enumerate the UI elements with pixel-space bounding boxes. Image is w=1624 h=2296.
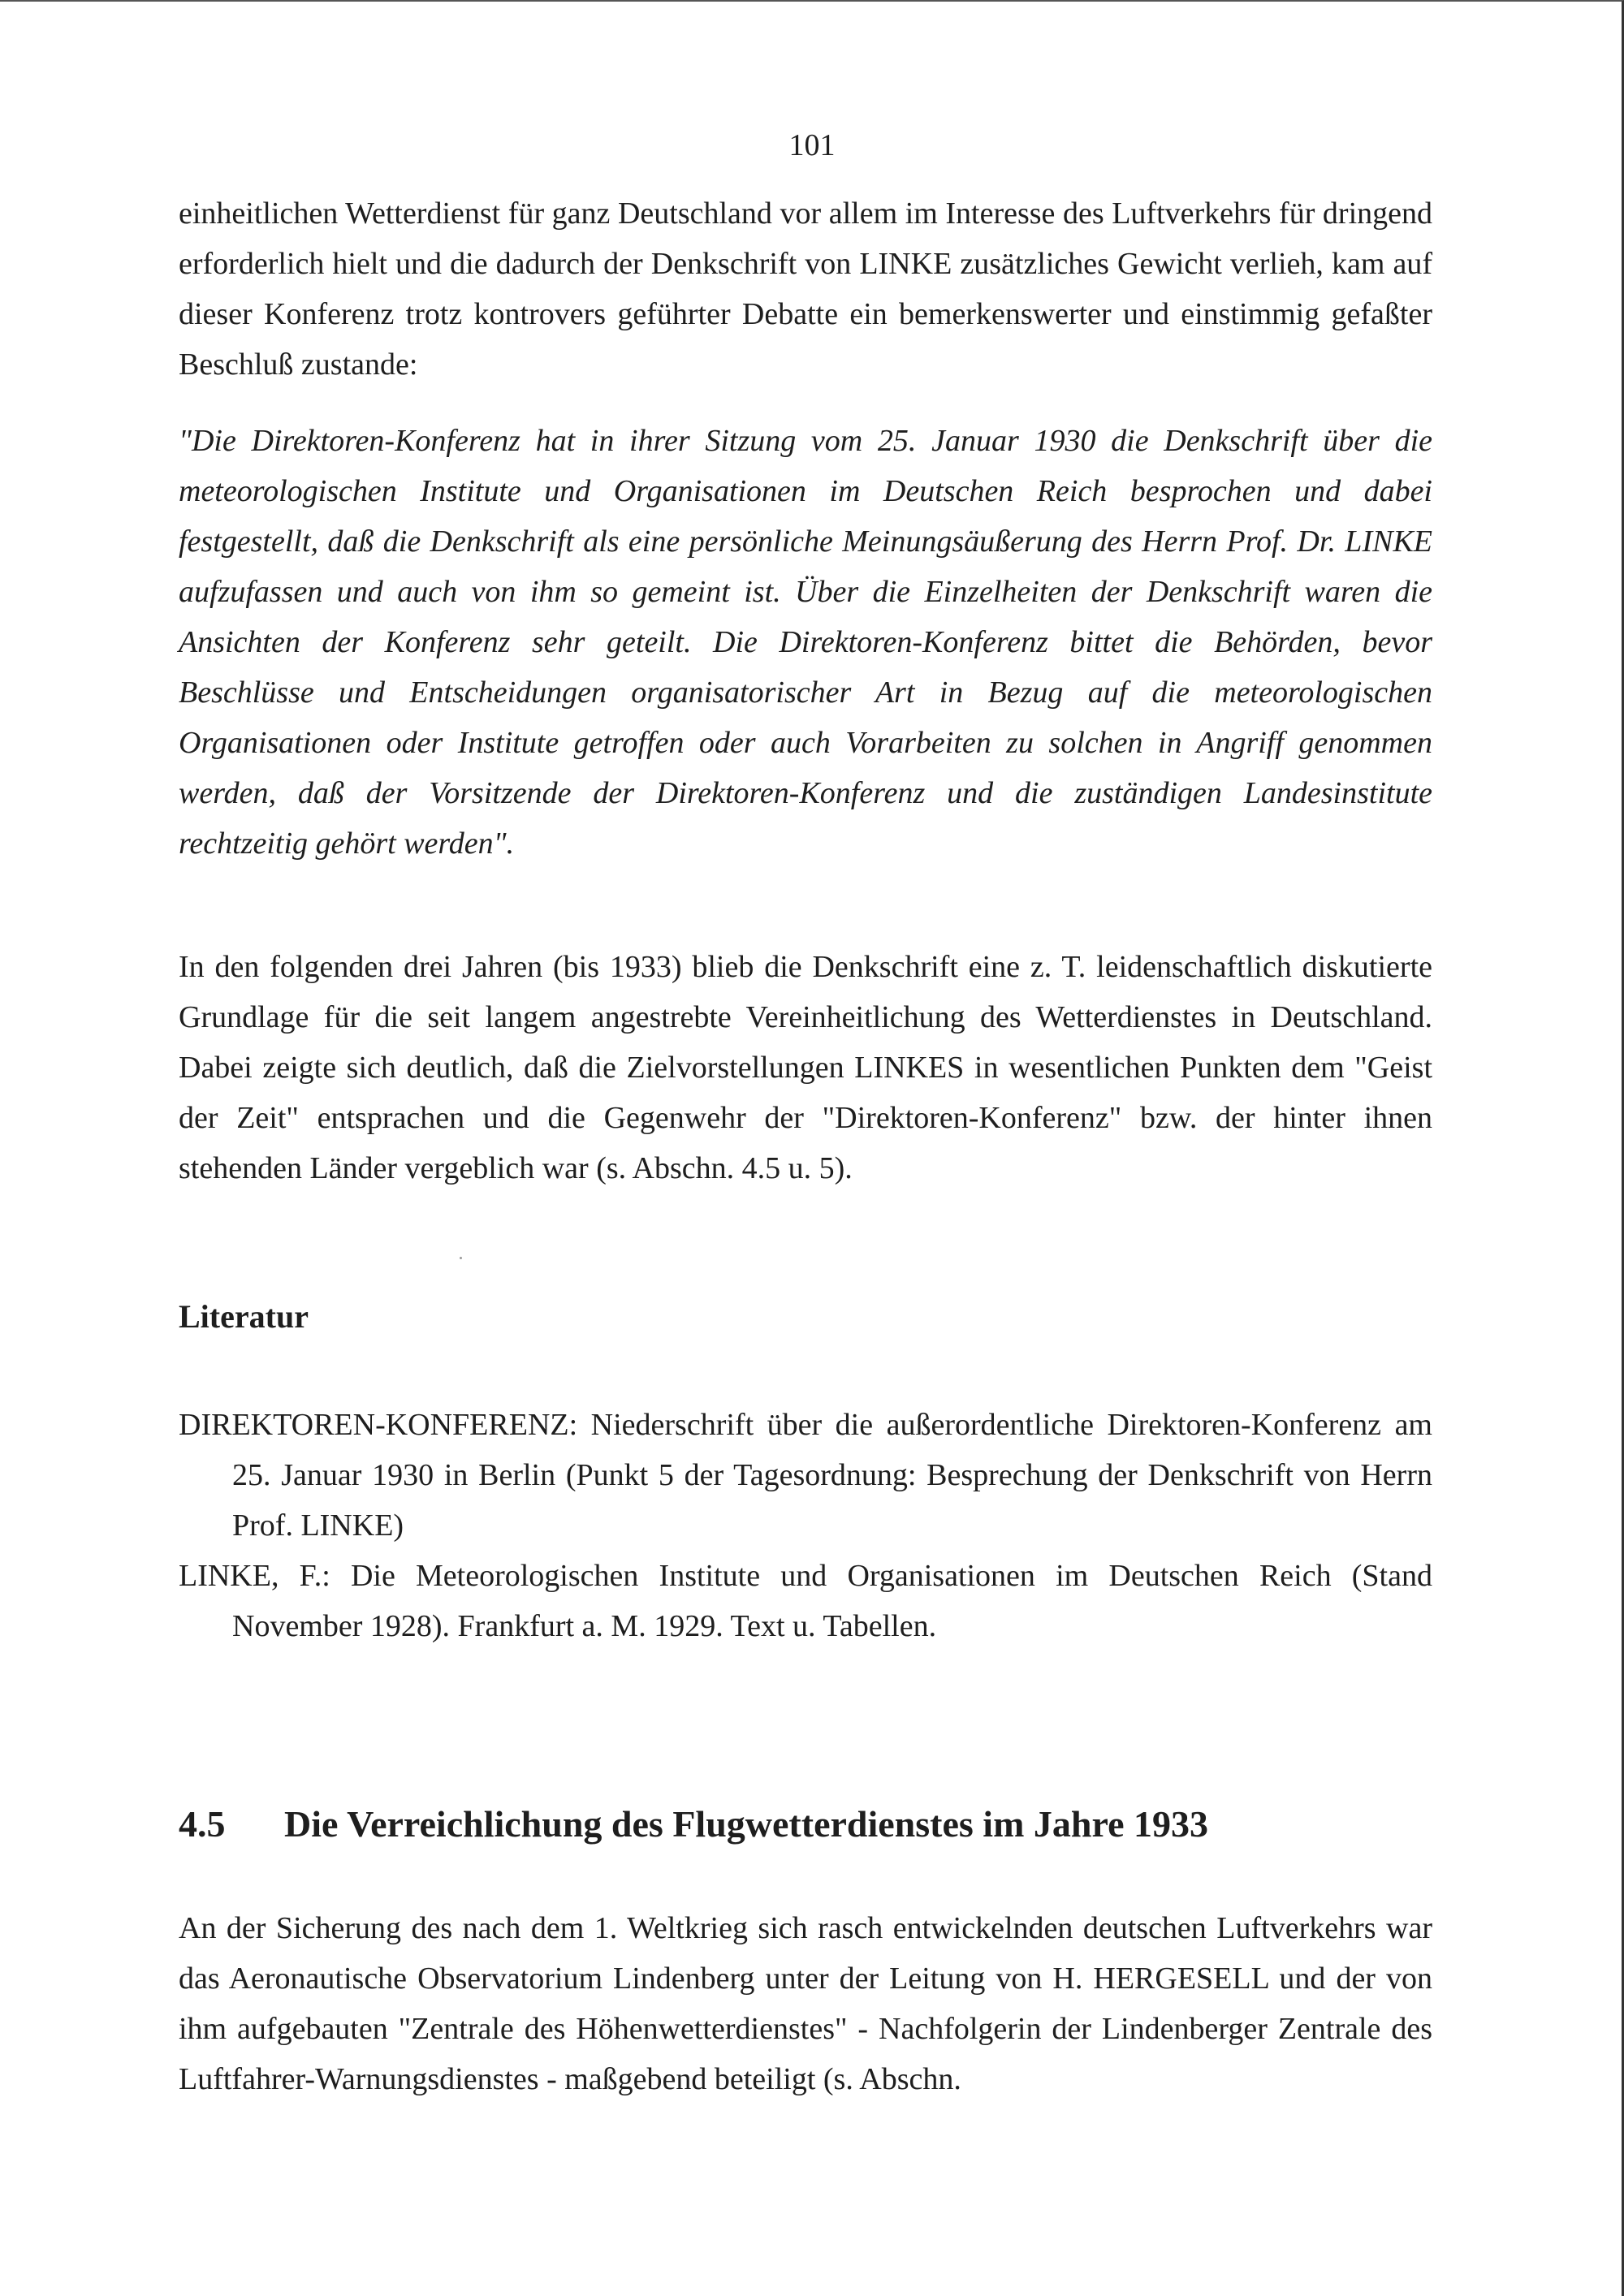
reference-item: LINKE, F.: Die Meteorologischen Institute und Organisationen im Deutschen Reich (Stand November 1928). Frankfurt a. M. 1929. Text u. Tabellen. <box>179 1559 1432 1643</box>
paragraph-section-intro: An der Sicherung des nach dem 1. Weltkrieg sich rasch entwickelnden deutschen Luftverkehrs war das Aeronautische Observatorium Lindenberg unter der Leitung von H. HERGESELL und der von ihm aufgebauten "Zentrale des Höhenwetterdienstes" - Nachfolgerin der Lindenberger Zentrale des Luftfahrer-Warnungsdienstes - maßgebend beteiligt (s. Abschn. <box>179 1911 1432 2096</box>
reference-list <box>179 1400 1432 1651</box>
literature-heading: Literatur <box>179 1298 309 1335</box>
reference-item: DIREKTOREN-KONFERENZ: Niederschrift über die außerordentliche Direktoren-Konferenz am 25. Januar 1930 in Berlin (Punkt 5 der Tagesordnung: Besprechung der Denkschrift von Herrn Prof. LINKE) <box>179 1408 1432 1543</box>
page-number: 101 <box>788 128 836 162</box>
section-number: 4.5 <box>179 1803 226 1845</box>
section-title: Die Verreichlichung des Flugwetterdienstes im Jahre 1933 <box>284 1803 1208 1845</box>
paragraph-followup: In den folgenden drei Jahren (bis 1933) blieb die Denkschrift eine z. T. leidenschaftlich diskutierte Grundlage für die seit langem angestrebte Vereinheitlichung des Wetterdienstes in Deutschland. Dabei zeigte sich deutlich, daß die Zielvorstellungen LINKES in wesentlichen Punkten dem "Geist der Zeit" entsprachen und die Gegenwehr der "Direktoren-Konferenz" bzw. der hinter ihnen stehenden Länder vergeblich war (s. Abschn. 4.5 u. 5). <box>179 950 1432 1185</box>
section-heading <box>179 1796 1432 1853</box>
quoted-resolution: "Die Direktoren-Konferenz hat in ihrer Sitzung vom 25. Januar 1930 die Denkschrift über die meteorologischen Institute und Organisationen im Deutschen Reich besprochen und dabei festgestellt, daß die Denkschrift als eine persönliche Meinungsäußerung des Herrn Prof. Dr. LINKE aufzufassen und auch von ihm so gemeint ist. Über die Einzelheiten der Denkschrift waren die Ansichten der Konferenz sehr geteilt. Die Direktoren-Konferenz bittet die Behörden, bevor Beschlüsse und Entscheidungen organisatorischer Art in Bezug auf die meteorologischen Organisationen oder Institute getroffen oder auch Vorarbeiten zu solchen in Angriff genommen werden, daß der Vorsitzende der Direktoren-Konferenz und die zuständigen Landesinstitute rechtzeitig gehört werden". <box>179 424 1432 861</box>
paragraph-intro: einheitlichen Wetterdienst für ganz Deutschland vor allem im Interesse des Luftverkehrs für dringend erforderlich hielt und die dadurch der Denkschrift von LINKE zusätzliches Gewicht verlieh, kam auf dieser Konferenz trotz kontrovers geführter Debatte ein bemerkenswerter und einstimmig gefaßter Beschluß zustande: <box>179 196 1432 382</box>
scan-speck <box>460 1257 462 1259</box>
